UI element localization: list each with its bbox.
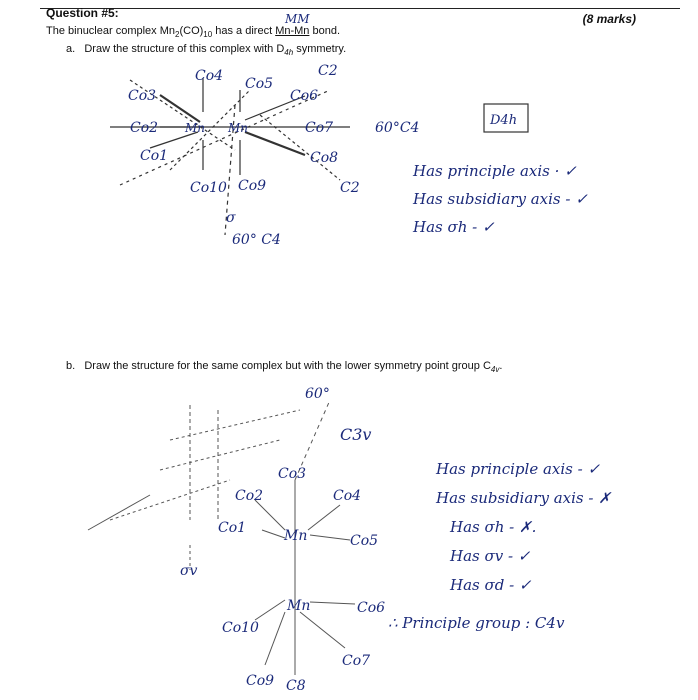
a-co9-label: Co9 [238, 178, 267, 194]
a-c2-right-label: C2 [340, 180, 360, 196]
b-c3v-label: C3v [340, 425, 372, 444]
b-mn-bottom-label: Mn [287, 598, 311, 614]
a-note-subsidiary-axis: Has subsidiary axis - ✓ [413, 190, 588, 208]
b-co10-label: Co10 [222, 620, 259, 636]
a-c2-top-label: C2 [318, 63, 338, 79]
a-c60-c4-bottom-label: 60° C4 [232, 232, 281, 248]
a-mn-right-label: Mn [228, 121, 249, 135]
a-co8-label: Co8 [310, 150, 339, 166]
a-note-principle-axis: Has principle axis · ✓ [413, 162, 577, 180]
b-co6-label: Co6 [357, 600, 386, 616]
a-co6-label: Co6 [290, 88, 319, 104]
a-co10-label: Co10 [190, 180, 227, 196]
b-note-principle-axis: Has principle axis - ✓ [436, 460, 601, 478]
b-note-sigma-d: Has σd - ✓ [450, 576, 532, 594]
b-mn-top-label: Mn [284, 528, 308, 544]
a-mn-left-label: Mn [185, 121, 206, 135]
a-co1-label: Co1 [140, 148, 169, 164]
b-co4-label: Co4 [333, 488, 362, 504]
b-co2-label: Co2 [235, 488, 264, 504]
part-a-prompt: a. Draw the structure of this complex with $D_{4h}$ symmetry. [66, 43, 347, 58]
a-co4-label: Co4 [195, 68, 224, 84]
a-co3-label: Co3 [128, 88, 157, 104]
a-co2-label: Co2 [130, 120, 159, 136]
marks-label: (8 marks) [582, 12, 636, 26]
a-d4h-box-label: D4h [490, 113, 518, 128]
b-top-axis-label: 60° [305, 386, 330, 402]
a-sigma-bottom-label: σ [226, 210, 236, 226]
b-co7-label: Co7 [342, 653, 371, 669]
b-c8-label: C8 [286, 678, 306, 694]
b-note-subsidiary-axis: Has subsidiary axis - ✗ [436, 489, 611, 507]
b-co1-label: Co1 [218, 520, 247, 536]
b-note-sigma-h: Has σh - ✗. [450, 518, 537, 536]
b-co9-label: Co9 [246, 673, 275, 689]
a-c60-c4-right-label: 60°C4 [375, 120, 420, 136]
b-co5-label: Co5 [350, 533, 379, 549]
b-sigma-v-label: σv [180, 563, 198, 579]
a-co5-label: Co5 [245, 76, 274, 92]
b-co3-label: Co3 [278, 466, 307, 482]
part-b-prompt: b. Draw the structure for the same complex but with the lower symmetry point group $C_{4v}$. [66, 360, 503, 375]
a-note-sigma-h: Has σh - ✓ [413, 218, 495, 236]
question-title: Question #5: [46, 6, 119, 20]
intro-line: The binuclear complex $Mn_2(CO)_{10}$ has a direct Mn-Mn bond. [46, 25, 341, 40]
b-conclusion: ∴ Principle group : C4v [388, 614, 565, 632]
a-co7-label: Co7 [305, 120, 334, 136]
handwritten-mm: MM [285, 12, 310, 26]
b-note-sigma-v: Has σv - ✓ [450, 547, 531, 565]
